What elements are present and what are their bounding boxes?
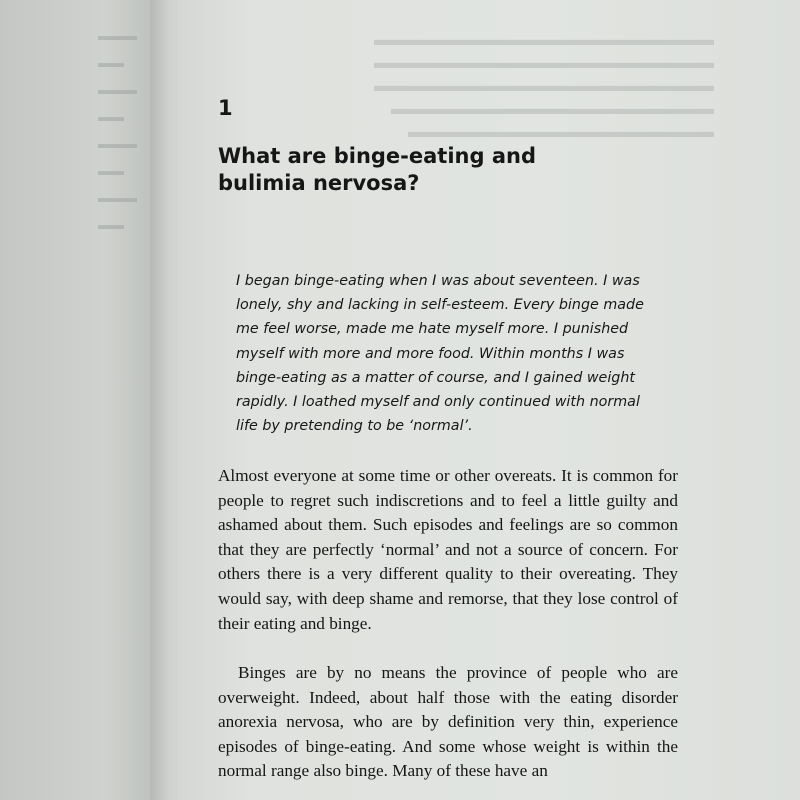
epigraph-quote: I began binge-eating when I was about seventeen. I was lonely, shy and lacking in self-esteem. Every binge made me feel worse, made me hate myself more. I punished myself with more and more food. Within months I was binge-eating as a matter of course, and I gained weight rapidly. I loathed myself and only continued with normal life by pretending to be ‘normal’.	[236, 273, 644, 435]
left-page-faded-text: ▬▬▬	[98, 136, 137, 151]
watermark-stamp	[734, 695, 800, 764]
left-page-faded-text: ▬▬▬	[98, 28, 137, 43]
body-paragraph: Binges are by no means the province of people who are overweight. Indeed, about half those with the eating disorder anorexia nervosa, who are by definition very thin, experience episodes of binge-eating. And some whose weight is within the normal range also binge. Many of these have an	[218, 663, 678, 781]
body-paragraph: Almost everyone at some time or other overeats. It is common for people to regret such indiscretions and to feel a little guilty and ashamed about them. Such episodes and feelings are so common that they are perfectly ‘normal’ and not a source of concern. For others there is a very different quality to their overeating. They would say, with deep shame and remorse, that they lose control of their eating and binge.	[218, 466, 678, 633]
chapter-title: What are binge-eating and bulimia nervosa?	[218, 144, 536, 195]
left-page-faded-text: ▬▬▬	[98, 82, 137, 97]
left-page-faded-text: ▬▬▬	[98, 190, 137, 205]
left-page-faded-text: ▬▬	[98, 55, 124, 70]
left-page-edge	[0, 0, 150, 800]
show-through-text: ▬▬▬▬▬▬▬▬▬▬▬▬▬▬▬▬▬▬▬▬ ▬▬▬▬▬▬▬▬▬▬▬▬▬▬▬▬▬▬▬▬ ▬▬▬▬▬▬▬▬▬▬▬▬▬▬▬▬▬▬▬▬ ▬▬▬▬▬▬▬▬▬▬▬▬▬▬▬▬▬▬▬ ▬▬▬▬▬▬▬▬▬▬▬▬▬▬▬▬▬▬	[374, 30, 714, 141]
left-page-faded-text: ▬▬	[98, 217, 124, 232]
chapter-number: 1	[218, 96, 233, 120]
book-page	[178, 0, 800, 800]
left-page-faded-text: ▬▬	[98, 163, 124, 178]
left-page-faded-text: ▬▬	[98, 109, 124, 124]
